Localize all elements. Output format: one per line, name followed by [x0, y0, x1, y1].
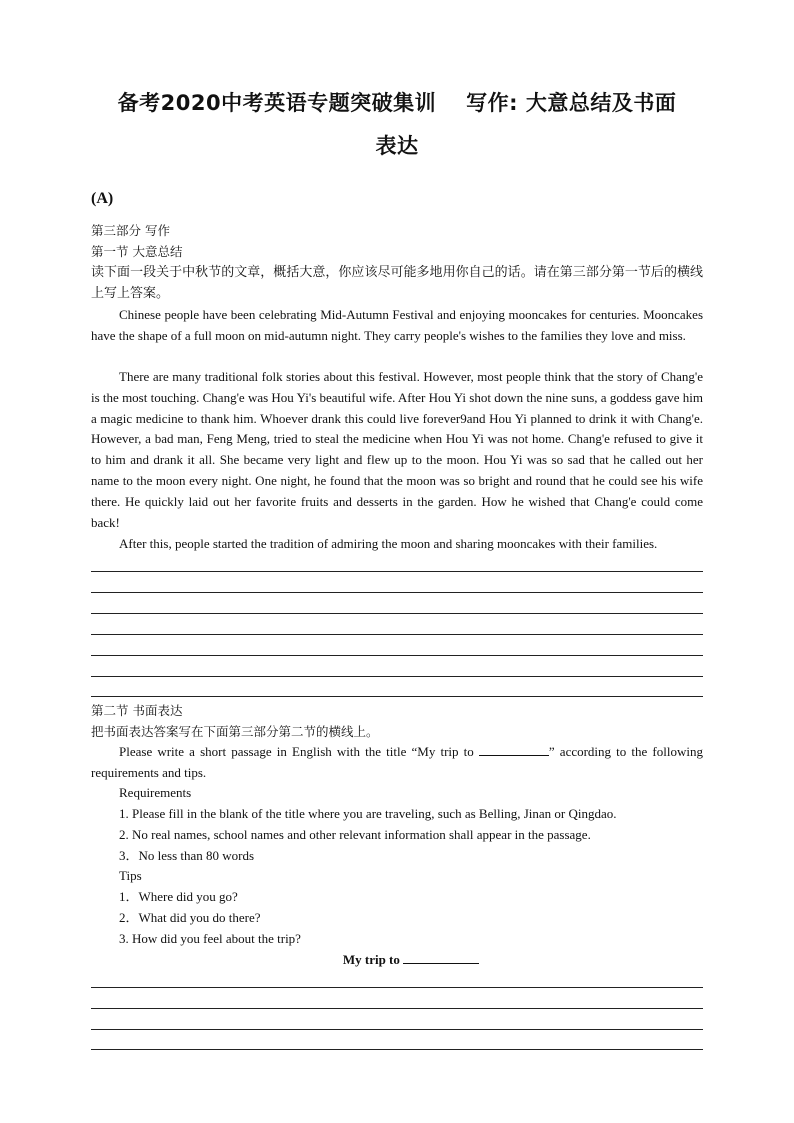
tip-item: 3. How did you feel about the trip?: [119, 931, 301, 946]
answer-line[interactable]: [91, 634, 703, 635]
answer-line[interactable]: [91, 613, 703, 614]
writing-prompt-start: Please write a short passage in English with the title “My trip to: [119, 744, 479, 759]
story-paragraph-3: After this, people started the tradition of admiring the moon and sharing mooncakes with their families.: [119, 536, 658, 551]
section-a-label: (A): [91, 190, 114, 207]
answer-line[interactable]: [91, 571, 703, 572]
answer-line[interactable]: [91, 1029, 703, 1030]
page-title: [91, 82, 703, 168]
tips-label: Tips: [119, 868, 142, 883]
answer-line[interactable]: [91, 676, 703, 677]
answer-line[interactable]: [91, 592, 703, 593]
tip-item: 1．Where did you go?: [119, 889, 238, 904]
title-blank[interactable]: [479, 743, 549, 756]
tip-item: 2．What did you do there?: [119, 910, 261, 925]
essay-title-blank[interactable]: [403, 951, 479, 964]
story-paragraph-2: There are many traditional folk stories about this festival. However, most people think that the story of Chang'e is the most touching. Chang'e was Hou Yi's beautiful wife. After Hou Yi shot down the nine suns, a goddess gave him a magic medicine to thank him. Whoever drank this could live forever9and Hou Yi planned to drink it with Chang'e. However, a bad man, Feng Meng, tried to steal the medicine when Hou Yi was not home. Chang'e refused to give it to him and drank it all. She became very light and flew up to the moon. Hou Yi was so sad that he called out her name to the moon every night. One night, he found that the moon was so bright and round that he could see his wife there. He quickly laid out her favorite fruits and desserts in the garden. How he wished that Chang'e could come back!: [91, 369, 703, 530]
essay-title: [91, 950, 731, 970]
writing-prompt: [91, 742, 703, 784]
writing-prompt-end: ” according to the following requirements and tips.: [91, 744, 703, 780]
part-three-heading: 第三部分 写作: [91, 223, 170, 238]
title-part-2: 写作: 大意总结及书面: [466, 91, 677, 115]
requirement-item: 2. No real names, school names and other relevant information shall appear in the passage.: [119, 827, 591, 842]
requirement-item: 3．No less than 80 words: [119, 848, 255, 863]
answer-line[interactable]: [91, 1008, 703, 1009]
essay-title-text: My trip to: [342, 952, 400, 967]
requirements-label: Requirements: [119, 785, 192, 800]
title-line-2: 表达: [375, 134, 419, 158]
story-paragraph-1: Chinese people have been celebrating Mid-Autumn Festival and enjoying mooncakes for centuries. Mooncakes have the shape of a full moon on mid-autumn night. They carry people's wishes to the families they love and miss.: [91, 307, 703, 343]
title-part-1: 备考2020中考英语专题突破集训: [117, 91, 437, 115]
section-two-heading: 第二节 书面表达: [91, 703, 183, 718]
answer-line[interactable]: [91, 655, 703, 656]
section-one-instruction: 读下面一段关于中秋节的文章，概括大意，你应该尽可能多地用你自己的话。请在第三部分第一节后的横线上写上答案。: [91, 265, 703, 301]
answer-line[interactable]: [91, 987, 703, 988]
section-one-heading: 第一节 大意总结: [91, 244, 183, 259]
answer-line[interactable]: [91, 1049, 703, 1050]
requirement-item: 1. Please fill in the blank of the title where you are traveling, such as Belling, Jinan or Qingdao.: [119, 806, 617, 821]
answer-line[interactable]: [91, 696, 703, 697]
section-two-instruction: 把书面表达答案写在下面第三部分第二节的横线上。: [91, 724, 379, 739]
